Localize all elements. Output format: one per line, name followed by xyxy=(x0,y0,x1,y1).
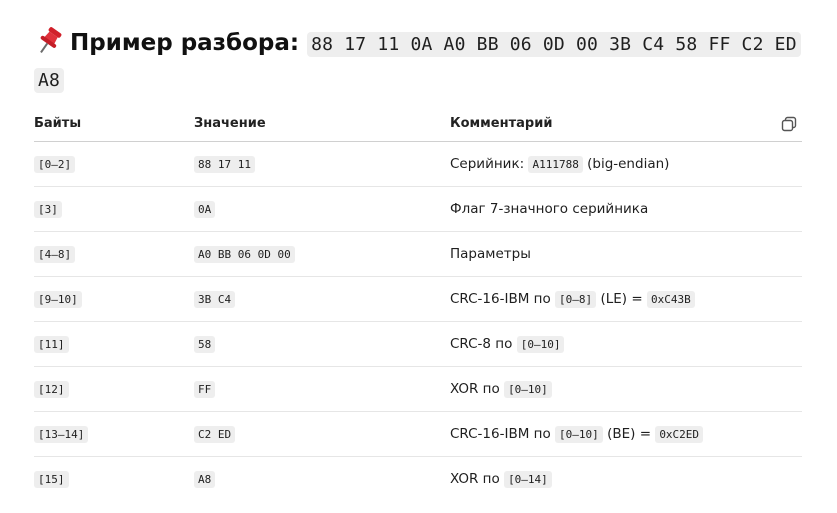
hex-value-code: 0A xyxy=(194,201,215,218)
cell-bytes xyxy=(34,142,194,187)
comment-text: CRC-8 по xyxy=(450,336,517,352)
cell-value xyxy=(194,232,450,277)
table-row xyxy=(34,457,802,502)
comment-text: (BE) = xyxy=(602,426,656,442)
comment-text: CRC-16-IBM по xyxy=(450,291,556,307)
heading-title: Пример разбора: xyxy=(70,30,300,56)
column-header-bytes: Байты xyxy=(34,105,194,142)
cell-comment xyxy=(450,277,802,322)
table-row xyxy=(34,232,802,277)
section-heading xyxy=(34,26,804,98)
comment-text: Флаг 7-значного серийника xyxy=(450,201,649,217)
comment-text: Серийник: xyxy=(450,156,529,172)
cell-bytes xyxy=(34,457,194,502)
table-row xyxy=(34,277,802,322)
hex-value-code: 88 17 11 xyxy=(194,156,255,173)
column-header-value: Значение xyxy=(194,105,450,142)
cell-comment xyxy=(450,142,802,187)
comment-text: (big-endian) xyxy=(582,156,670,172)
byte-range-code: [0–2] xyxy=(34,156,75,173)
heading-hex-bytes: 88 17 11 0A A0 BB 06 0D 00 3B C4 58 FF C2 ED A8 xyxy=(34,32,801,93)
byte-range-code: [9–10] xyxy=(34,291,82,308)
comment-text: CRC-16-IBM по xyxy=(450,426,556,442)
column-header-comment-label: Комментарий xyxy=(450,115,553,131)
pushpin-icon xyxy=(34,27,64,55)
hex-value-code: C2 ED xyxy=(194,426,235,443)
cell-bytes xyxy=(34,412,194,457)
hex-value-code: A0 BB 06 0D 00 xyxy=(194,246,295,263)
byte-range-code: [11] xyxy=(34,336,69,353)
cell-value xyxy=(194,412,450,457)
copy-icon[interactable] xyxy=(780,115,798,133)
cell-value xyxy=(194,322,450,367)
byte-range-code: [13–14] xyxy=(34,426,88,443)
comment-code: [0–10] xyxy=(504,381,552,398)
comment-code: [0–10] xyxy=(555,426,603,443)
cell-value xyxy=(194,277,450,322)
cell-value xyxy=(194,142,450,187)
hex-value-code: 58 xyxy=(194,336,215,353)
cell-comment xyxy=(450,322,802,367)
cell-bytes xyxy=(34,367,194,412)
comment-text: (LE) = xyxy=(596,291,647,307)
cell-value xyxy=(194,367,450,412)
table-row xyxy=(34,367,802,412)
hex-value-code: A8 xyxy=(194,471,215,488)
comment-code: [0–10] xyxy=(517,336,565,353)
table-header-row xyxy=(34,105,802,142)
cell-bytes xyxy=(34,232,194,277)
column-header-comment xyxy=(450,105,802,142)
cell-bytes xyxy=(34,277,194,322)
comment-code: 0xC43B xyxy=(647,291,695,308)
cell-comment xyxy=(450,412,802,457)
comment-code: [0–8] xyxy=(555,291,596,308)
table-row xyxy=(34,412,802,457)
table-row xyxy=(34,142,802,187)
cell-comment xyxy=(450,232,802,277)
comment-code: [0–14] xyxy=(504,471,552,488)
comment-text: Параметры xyxy=(450,246,531,262)
table-row xyxy=(34,322,802,367)
comment-text: XOR по xyxy=(450,381,505,397)
cell-value xyxy=(194,187,450,232)
cell-comment xyxy=(450,187,802,232)
comment-text: XOR по xyxy=(450,471,505,487)
hex-value-code: FF xyxy=(194,381,215,398)
byte-range-code: [12] xyxy=(34,381,69,398)
cell-value xyxy=(194,457,450,502)
table-row xyxy=(34,187,802,232)
hex-value-code: 3B C4 xyxy=(194,291,235,308)
cell-comment xyxy=(450,367,802,412)
byte-range-code: [15] xyxy=(34,471,69,488)
cell-comment xyxy=(450,457,802,502)
cell-bytes xyxy=(34,322,194,367)
parse-table xyxy=(34,105,802,501)
byte-range-code: [4–8] xyxy=(34,246,75,263)
byte-range-code: [3] xyxy=(34,201,62,218)
cell-bytes xyxy=(34,187,194,232)
comment-code: A111788 xyxy=(528,156,582,173)
comment-code: 0xC2ED xyxy=(655,426,703,443)
